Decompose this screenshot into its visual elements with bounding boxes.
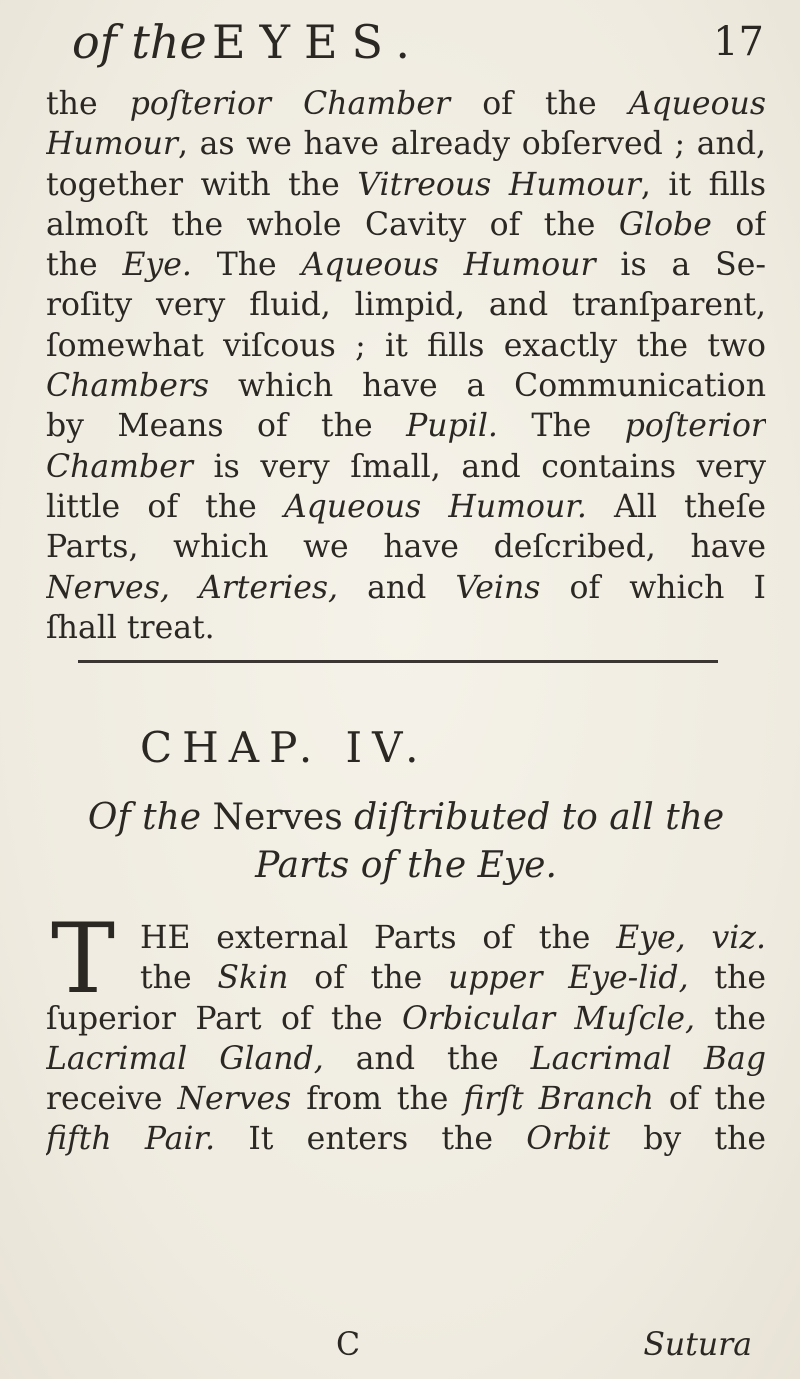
text-run: the bbox=[140, 960, 218, 997]
text-run: The bbox=[191, 247, 302, 284]
text-run: , it fills bbox=[640, 166, 766, 203]
text-run: of the bbox=[450, 86, 629, 122]
italic-term: Aqueous Humour bbox=[301, 247, 596, 284]
italic-term: Pupil. bbox=[406, 408, 498, 445]
text-run: of the bbox=[653, 1081, 766, 1118]
italic-term: Lacrimal Gland, bbox=[46, 1040, 324, 1077]
text-line bbox=[46, 447, 766, 487]
italic-term: Globe bbox=[618, 206, 712, 243]
text-run: of which I bbox=[540, 569, 766, 606]
page-number: 17 bbox=[713, 19, 764, 65]
text-run: is a Se- bbox=[595, 247, 766, 284]
text-line bbox=[46, 285, 766, 325]
italic-term: Nerves, Arteries, bbox=[46, 569, 339, 606]
text-run: ſomewhat viſcous ; it fills exactly the two bbox=[46, 327, 766, 364]
running-head bbox=[72, 10, 772, 74]
text-line bbox=[46, 918, 766, 958]
italic-term: Vitreous Humour bbox=[357, 166, 641, 203]
section-divider-rule bbox=[78, 660, 718, 663]
text-run: Parts, which we have deſcribed, have bbox=[46, 529, 766, 566]
text-run: The bbox=[497, 408, 625, 445]
italic-term: Skin bbox=[217, 960, 289, 997]
text-line bbox=[46, 1079, 766, 1119]
text-run: HE external Parts of the bbox=[140, 920, 617, 956]
text-line bbox=[46, 165, 766, 205]
chapter-title-of: Of bbox=[87, 797, 131, 838]
chapter-title-nerves: Nerves bbox=[212, 797, 343, 838]
italic-term: Eye, bbox=[616, 920, 686, 956]
text-run: which have a Communication bbox=[209, 368, 766, 405]
italic-term: Orbit bbox=[526, 1121, 610, 1158]
running-head-prefix: of the bbox=[72, 15, 207, 69]
chapter-title-the: the bbox=[130, 797, 213, 838]
text-line bbox=[46, 527, 766, 567]
italic-term: poſterior Chamber bbox=[129, 86, 451, 122]
italic-term: Veins bbox=[455, 569, 541, 606]
italic-term: Chambers bbox=[46, 368, 210, 405]
signature-mark: C bbox=[336, 1327, 361, 1363]
italic-term: firſt Branch bbox=[463, 1081, 654, 1118]
text-run: the bbox=[46, 247, 123, 284]
text-run: ſhall treat. bbox=[46, 609, 215, 646]
text-line bbox=[46, 124, 766, 164]
italic-term: Aqueous Humour. bbox=[283, 488, 587, 525]
italic-term: Humour bbox=[46, 126, 178, 163]
paragraph-external-parts bbox=[46, 918, 766, 1160]
text-run: together with the bbox=[46, 166, 358, 203]
text-line bbox=[46, 205, 766, 245]
text-run: is very ſmall, and contains very bbox=[192, 448, 766, 485]
text-run: from the bbox=[291, 1081, 464, 1118]
running-head-title: EYES. bbox=[212, 15, 425, 69]
text-line bbox=[46, 608, 766, 648]
text-run: by Means of the bbox=[46, 408, 407, 445]
text-run: by the bbox=[609, 1121, 766, 1158]
catchword: Sutura bbox=[643, 1327, 752, 1363]
italic-term: Lacrimal Bag bbox=[530, 1040, 766, 1077]
text-run bbox=[686, 920, 712, 956]
text-run: ſuperior Part of the bbox=[46, 1000, 403, 1037]
italic-term: upper Eye-lid, bbox=[448, 960, 689, 997]
chapter-title-line-1 bbox=[46, 794, 766, 842]
paragraph-aqueous-humour bbox=[46, 84, 766, 648]
text-line bbox=[46, 1119, 766, 1159]
chapter-title-line-2: Parts of the Eye. bbox=[255, 845, 557, 886]
text-line bbox=[46, 487, 766, 527]
italic-term: Eye. bbox=[122, 247, 192, 284]
italic-term: Aqueous bbox=[628, 86, 766, 122]
italic-term: Nerves bbox=[177, 1081, 292, 1118]
text-line bbox=[46, 326, 766, 366]
text-run: and bbox=[338, 569, 456, 606]
text-line bbox=[46, 999, 766, 1039]
page-footer bbox=[46, 1324, 766, 1366]
text-run: , as we have already obſerved ; and, bbox=[177, 126, 766, 163]
text-run: the bbox=[695, 1000, 766, 1037]
text-run: the bbox=[688, 960, 766, 997]
chapter-heading: CHAP. IV. bbox=[140, 723, 429, 772]
text-line bbox=[46, 958, 766, 998]
text-run: roſity very fluid, limpid, and tranſparent, bbox=[46, 287, 766, 324]
text-run: and the bbox=[323, 1040, 531, 1077]
text-run: the bbox=[46, 86, 130, 122]
text-run: of the bbox=[288, 960, 449, 997]
text-run: almoſt the whole Cavity of the bbox=[46, 206, 619, 243]
text-run: It enters the bbox=[215, 1121, 527, 1158]
italic-term: viz. bbox=[711, 920, 766, 956]
italic-term: poſterior bbox=[624, 408, 766, 445]
text-run: receive bbox=[46, 1081, 178, 1118]
text-line bbox=[46, 84, 766, 124]
italic-term: fifth Pair. bbox=[46, 1121, 216, 1158]
text-run: All theſe bbox=[586, 488, 766, 525]
chapter-title bbox=[46, 794, 766, 890]
text-line bbox=[46, 568, 766, 608]
text-line bbox=[46, 245, 766, 285]
italic-term: Orbicular Muſcle, bbox=[402, 1000, 695, 1037]
text-run: little of the bbox=[46, 488, 284, 525]
text-line bbox=[46, 406, 766, 446]
text-line bbox=[46, 366, 766, 406]
text-line bbox=[46, 1039, 766, 1079]
drop-cap-initial: T bbox=[50, 903, 116, 1015]
text-run: of bbox=[711, 206, 766, 243]
italic-term: Chamber bbox=[46, 448, 193, 485]
chapter-title-rest: diſtributed to all the bbox=[342, 797, 725, 838]
